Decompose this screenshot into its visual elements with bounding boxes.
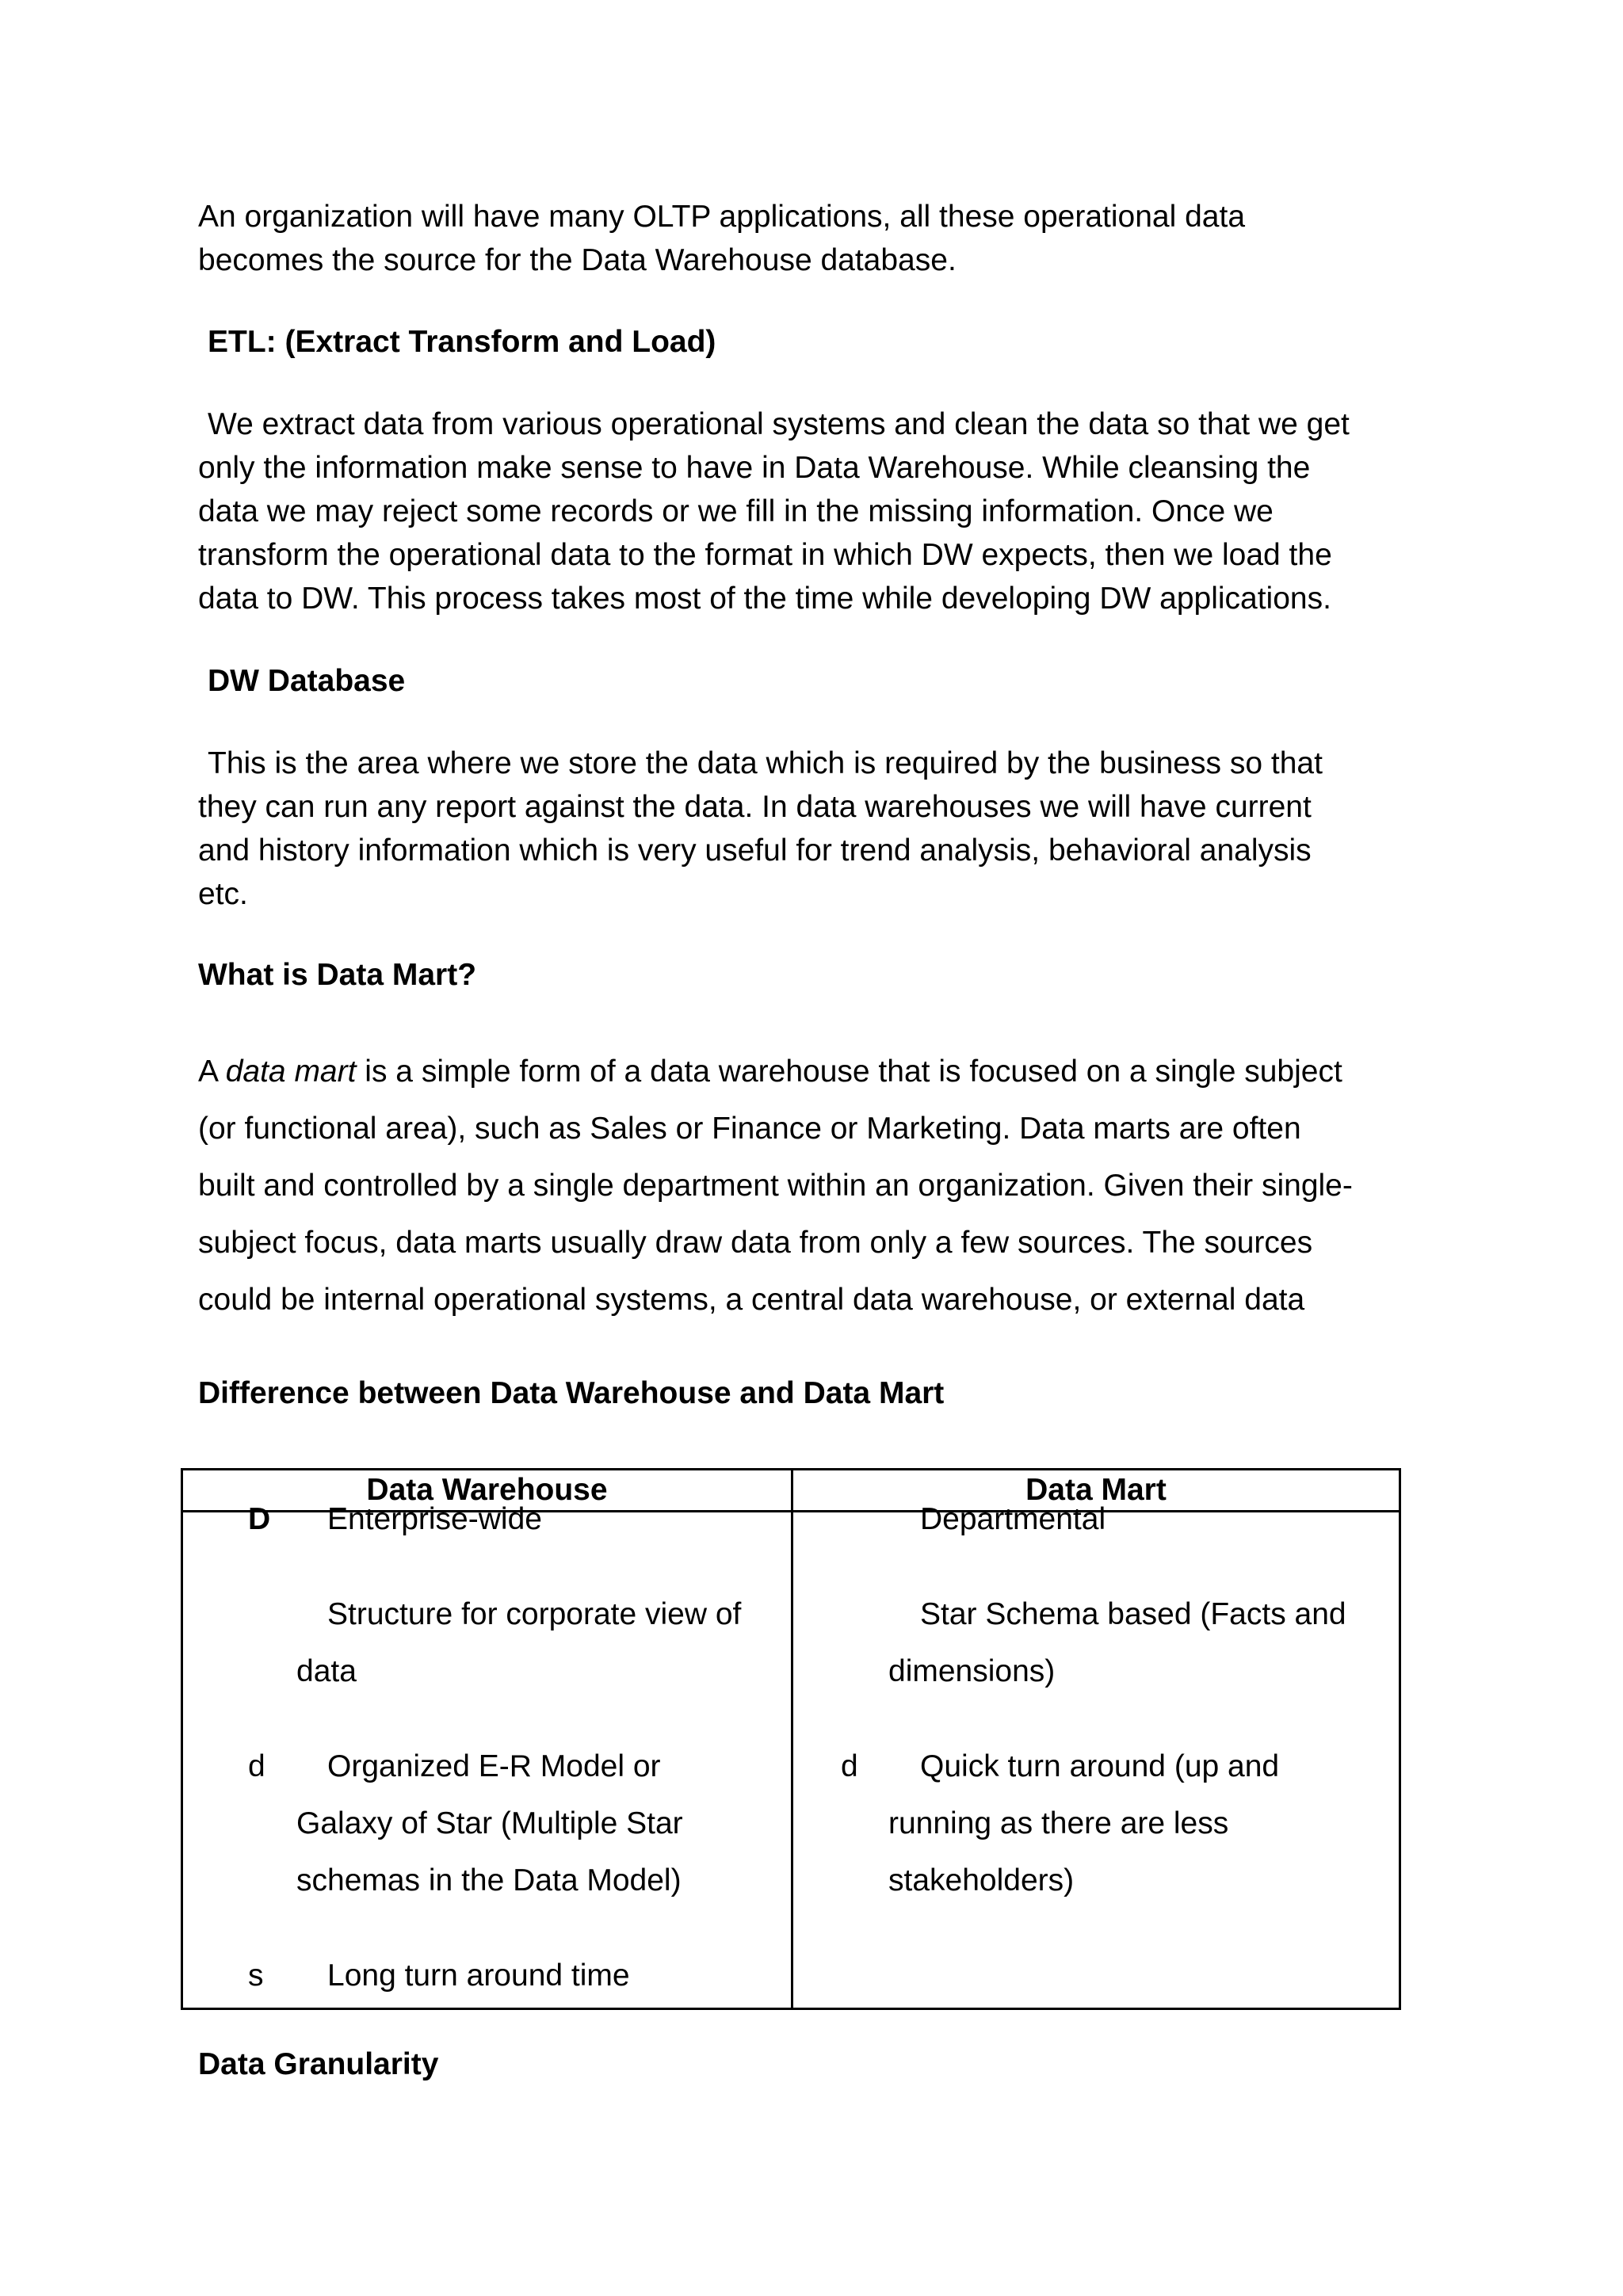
data-granularity-heading: Data Granularity <box>198 2047 439 2081</box>
dm-line-4: subject focus, data marts usually draw data from only a few sources. The sources <box>198 1226 1313 1260</box>
dw-item-model-line-2: Galaxy of Star (Multiple Star <box>296 1806 683 1840</box>
dw-line-4: etc. <box>198 877 248 911</box>
dm-item-turnaround-line-1: Quick turn around (up and <box>920 1749 1280 1783</box>
dm-item-schema-line-2: dimensions) <box>888 1654 1056 1688</box>
intro-paragraph <box>198 195 1434 282</box>
etl-line-4: transform the operational data to the format in which DW expects, then we load the <box>198 538 1332 572</box>
comparison-table <box>181 1468 1401 2010</box>
etl-paragraph <box>198 402 1434 620</box>
dm-line-1 <box>198 1055 1342 1089</box>
etl-line-1: We extract data from various operational systems and clean the data so that we get <box>208 407 1350 441</box>
etl-line-3: data we may reject some records or we fill in the missing information. Once we <box>198 494 1274 528</box>
data-mart-heading: What is Data Mart? <box>198 958 477 992</box>
dw-item-structure-line-1: Structure for corporate view of <box>327 1597 742 1631</box>
dw-marker-3: d <box>248 1749 265 1783</box>
dm-item-turnaround-line-2: running as there are less <box>888 1806 1229 1840</box>
data-mart-paragraph <box>198 1043 1434 1329</box>
dm-marker-3: d <box>841 1749 858 1783</box>
dm-item-departmental: Departmental <box>920 1502 1106 1536</box>
dm-line-2: (or functional area), such as Sales or Finance or Marketing. Data marts are often <box>198 1112 1301 1146</box>
etl-heading: ETL: (Extract Transform and Load) <box>208 325 716 359</box>
dw-item-enterprise: Enterprise-wide <box>327 1502 542 1536</box>
dm-line-1-suffix: is a simple form of a data warehouse that is focused on a single subject <box>356 1055 1342 1089</box>
dw-item-model-line-1: Organized E-R Model or <box>327 1749 661 1783</box>
intro-line-2: becomes the source for the Data Warehouse database. <box>198 243 957 277</box>
table-column-divider <box>791 1470 793 2008</box>
table-header-data-mart: Data Mart <box>1025 1473 1167 1507</box>
dw-marker-1: D <box>248 1502 271 1536</box>
dw-item-structure-line-2: data <box>296 1654 357 1688</box>
dw-line-1: This is the area where we store the data which is required by the business so that <box>208 746 1323 780</box>
dm-item-schema-line-1: Star Schema based (Facts and <box>920 1597 1346 1631</box>
dw-marker-4: s <box>248 1958 264 1993</box>
dw-line-3: and history information which is very useful for trend analysis, behavioral analysis <box>198 833 1312 868</box>
dw-item-model-line-3: schemas in the Data Model) <box>296 1863 682 1897</box>
dw-database-paragraph <box>198 742 1434 916</box>
dm-line-3: built and controlled by a single department within an organization. Given their single- <box>198 1169 1353 1203</box>
dw-item-turnaround: Long turn around time <box>327 1958 630 1993</box>
dm-line-5: could be internal operational systems, a central data warehouse, or external data <box>198 1283 1305 1317</box>
intro-line-1: An organization will have many OLTP applications, all these operational data <box>198 200 1246 234</box>
etl-line-5: data to DW. This process takes most of the time while developing DW applications. <box>198 582 1331 616</box>
etl-line-2: only the information make sense to have in Data Warehouse. While cleansing the <box>198 451 1311 485</box>
dw-database-heading: DW Database <box>208 664 406 698</box>
table-header-data-warehouse: Data Warehouse <box>366 1473 608 1507</box>
difference-heading: Difference between Data Warehouse and Data Mart <box>198 1376 945 1410</box>
dw-line-2: they can run any report against the data. In data warehouses we will have current <box>198 790 1312 824</box>
dm-term-italic: data mart <box>225 1055 357 1089</box>
dm-line-1-prefix: A <box>198 1055 226 1089</box>
dm-item-turnaround-line-3: stakeholders) <box>888 1863 1075 1897</box>
